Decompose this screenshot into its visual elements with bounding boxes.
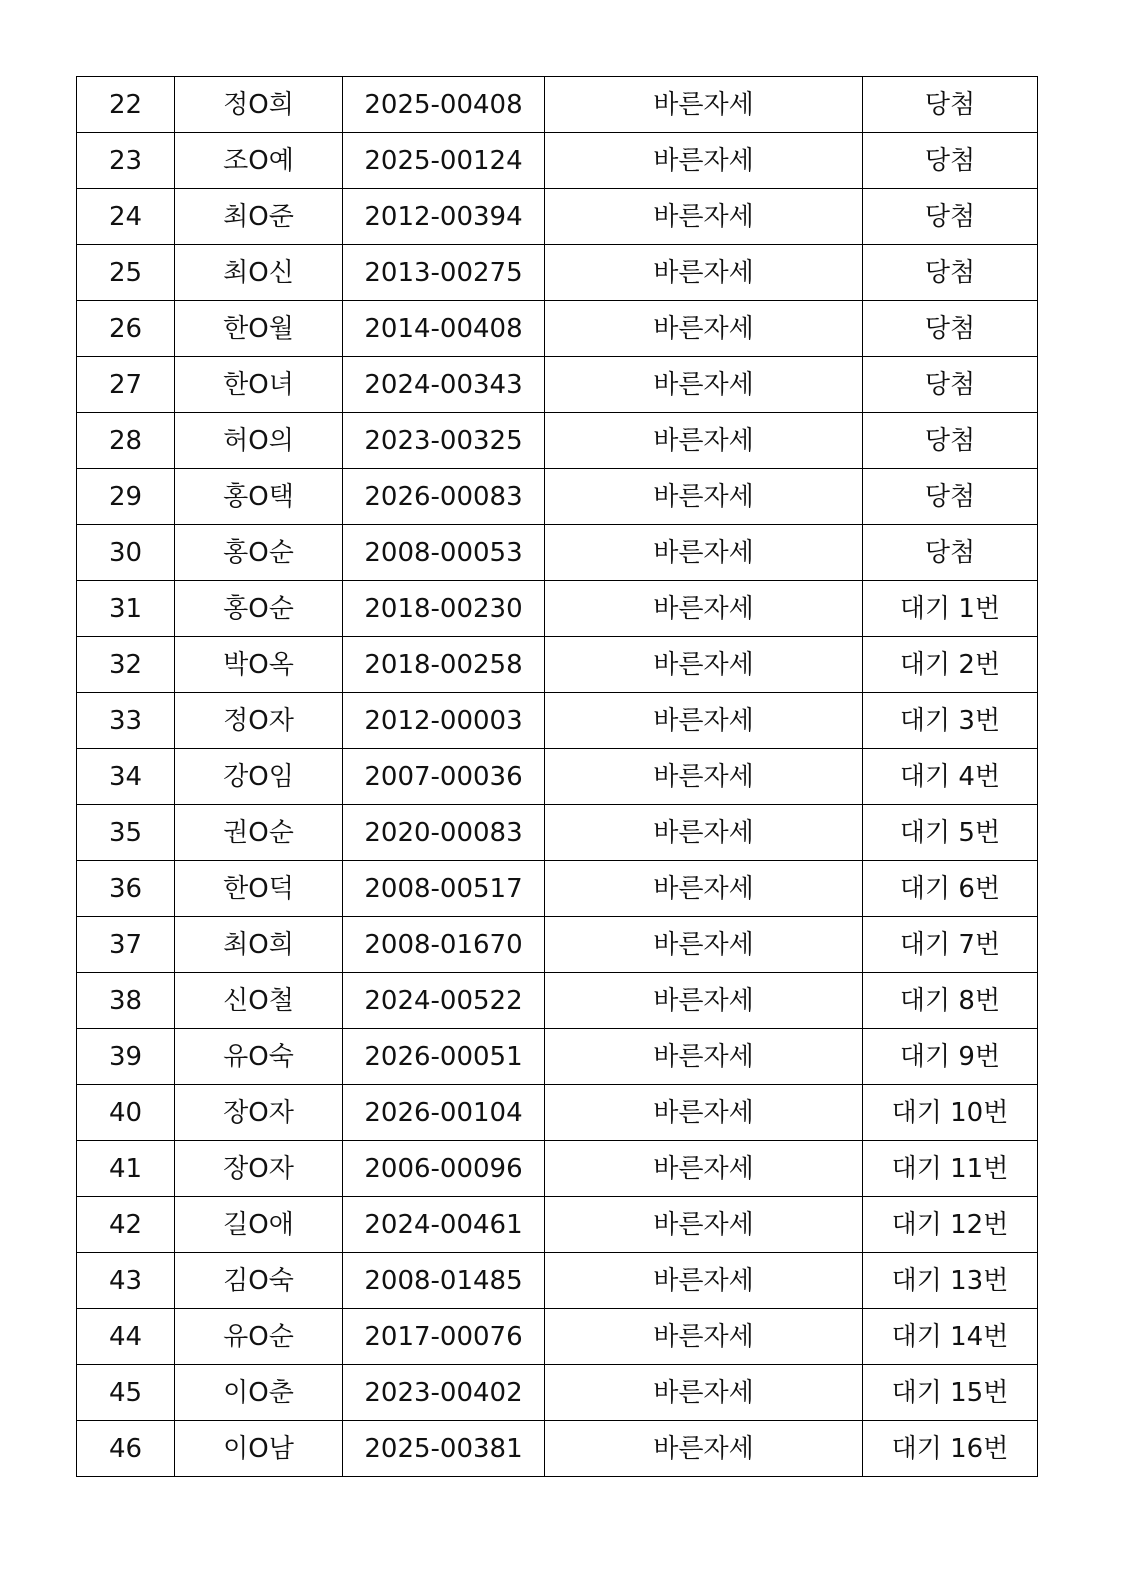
program-name-cell: 바른자세 [545, 917, 863, 973]
result-status-cell: 당첨 [863, 469, 1038, 525]
table-row [77, 1197, 1038, 1253]
row-number-cell: 35 [77, 805, 175, 861]
table-row [77, 861, 1038, 917]
member-id-cell: 2007-00036 [343, 749, 545, 805]
program-name-cell: 바른자세 [545, 469, 863, 525]
result-status-cell: 대기 9번 [863, 1029, 1038, 1085]
result-status-cell: 대기 16번 [863, 1421, 1038, 1477]
result-status-cell: 당첨 [863, 525, 1038, 581]
applicant-name-cell: 정O희 [175, 77, 343, 133]
table-row [77, 301, 1038, 357]
table-row [77, 1085, 1038, 1141]
row-number-cell: 45 [77, 1365, 175, 1421]
member-id-cell: 2017-00076 [343, 1309, 545, 1365]
table-row [77, 1253, 1038, 1309]
result-status-cell: 대기 15번 [863, 1365, 1038, 1421]
program-name-cell: 바른자세 [545, 245, 863, 301]
member-id-cell: 2024-00522 [343, 973, 545, 1029]
member-id-cell: 2025-00381 [343, 1421, 545, 1477]
table-row [77, 637, 1038, 693]
result-status-cell: 당첨 [863, 413, 1038, 469]
program-name-cell: 바른자세 [545, 133, 863, 189]
row-number-cell: 24 [77, 189, 175, 245]
applicant-name-cell: 강O임 [175, 749, 343, 805]
row-number-cell: 25 [77, 245, 175, 301]
table-row [77, 525, 1038, 581]
member-id-cell: 2023-00402 [343, 1365, 545, 1421]
program-name-cell: 바른자세 [545, 1141, 863, 1197]
applicant-name-cell: 최O희 [175, 917, 343, 973]
program-name-cell: 바른자세 [545, 189, 863, 245]
applicant-name-cell: 권O순 [175, 805, 343, 861]
row-number-cell: 41 [77, 1141, 175, 1197]
member-id-cell: 2018-00230 [343, 581, 545, 637]
table-row [77, 693, 1038, 749]
member-id-cell: 2008-00053 [343, 525, 545, 581]
row-number-cell: 33 [77, 693, 175, 749]
applicant-name-cell: 김O숙 [175, 1253, 343, 1309]
result-status-cell: 당첨 [863, 77, 1038, 133]
member-id-cell: 2026-00083 [343, 469, 545, 525]
row-number-cell: 38 [77, 973, 175, 1029]
applicant-name-cell: 장O자 [175, 1141, 343, 1197]
table-row [77, 749, 1038, 805]
result-status-cell: 대기 10번 [863, 1085, 1038, 1141]
result-status-cell: 대기 1번 [863, 581, 1038, 637]
result-status-cell: 대기 11번 [863, 1141, 1038, 1197]
program-name-cell: 바른자세 [545, 1421, 863, 1477]
applicant-name-cell: 홍O택 [175, 469, 343, 525]
applicant-name-cell: 최O신 [175, 245, 343, 301]
member-id-cell: 2012-00003 [343, 693, 545, 749]
member-id-cell: 2025-00124 [343, 133, 545, 189]
row-number-cell: 22 [77, 77, 175, 133]
member-id-cell: 2025-00408 [343, 77, 545, 133]
member-id-cell: 2013-00275 [343, 245, 545, 301]
table-row [77, 805, 1038, 861]
result-status-cell: 당첨 [863, 301, 1038, 357]
program-name-cell: 바른자세 [545, 637, 863, 693]
program-name-cell: 바른자세 [545, 693, 863, 749]
member-id-cell: 2020-00083 [343, 805, 545, 861]
member-id-cell: 2008-00517 [343, 861, 545, 917]
row-number-cell: 28 [77, 413, 175, 469]
applicant-name-cell: 한O월 [175, 301, 343, 357]
program-name-cell: 바른자세 [545, 1309, 863, 1365]
table-row [77, 77, 1038, 133]
row-number-cell: 44 [77, 1309, 175, 1365]
applicant-name-cell: 박O옥 [175, 637, 343, 693]
program-name-cell: 바른자세 [545, 1197, 863, 1253]
applicant-name-cell: 한O덕 [175, 861, 343, 917]
table-row [77, 357, 1038, 413]
applicant-name-cell: 장O자 [175, 1085, 343, 1141]
program-name-cell: 바른자세 [545, 77, 863, 133]
table-row [77, 1421, 1038, 1477]
program-name-cell: 바른자세 [545, 357, 863, 413]
program-name-cell: 바른자세 [545, 1365, 863, 1421]
table-row [77, 1309, 1038, 1365]
applicant-name-cell: 허O의 [175, 413, 343, 469]
member-id-cell: 2024-00343 [343, 357, 545, 413]
table-row [77, 469, 1038, 525]
applicant-name-cell: 최O준 [175, 189, 343, 245]
member-id-cell: 2026-00104 [343, 1085, 545, 1141]
result-status-cell: 대기 8번 [863, 973, 1038, 1029]
member-id-cell: 2018-00258 [343, 637, 545, 693]
member-id-cell: 2014-00408 [343, 301, 545, 357]
program-name-cell: 바른자세 [545, 1085, 863, 1141]
result-status-cell: 대기 3번 [863, 693, 1038, 749]
program-name-cell: 바른자세 [545, 413, 863, 469]
row-number-cell: 32 [77, 637, 175, 693]
applicant-name-cell: 홍O순 [175, 581, 343, 637]
member-id-cell: 2023-00325 [343, 413, 545, 469]
row-number-cell: 46 [77, 1421, 175, 1477]
row-number-cell: 42 [77, 1197, 175, 1253]
applicant-name-cell: 이O남 [175, 1421, 343, 1477]
program-name-cell: 바른자세 [545, 1029, 863, 1085]
table-row [77, 973, 1038, 1029]
row-number-cell: 31 [77, 581, 175, 637]
program-name-cell: 바른자세 [545, 861, 863, 917]
row-number-cell: 27 [77, 357, 175, 413]
program-name-cell: 바른자세 [545, 581, 863, 637]
result-status-cell: 대기 13번 [863, 1253, 1038, 1309]
lottery-result-table [76, 76, 1038, 1477]
applicant-name-cell: 유O순 [175, 1309, 343, 1365]
row-number-cell: 26 [77, 301, 175, 357]
row-number-cell: 23 [77, 133, 175, 189]
program-name-cell: 바른자세 [545, 301, 863, 357]
applicant-name-cell: 정O자 [175, 693, 343, 749]
row-number-cell: 37 [77, 917, 175, 973]
program-name-cell: 바른자세 [545, 749, 863, 805]
row-number-cell: 40 [77, 1085, 175, 1141]
table-body [77, 77, 1038, 1477]
row-number-cell: 30 [77, 525, 175, 581]
table-row [77, 189, 1038, 245]
table-row [77, 245, 1038, 301]
table-row [77, 917, 1038, 973]
member-id-cell: 2012-00394 [343, 189, 545, 245]
row-number-cell: 36 [77, 861, 175, 917]
row-number-cell: 34 [77, 749, 175, 805]
applicant-name-cell: 길O애 [175, 1197, 343, 1253]
applicant-name-cell: 한O녀 [175, 357, 343, 413]
result-status-cell: 당첨 [863, 357, 1038, 413]
result-status-cell: 당첨 [863, 133, 1038, 189]
result-status-cell: 당첨 [863, 189, 1038, 245]
applicant-name-cell: 이O춘 [175, 1365, 343, 1421]
applicant-name-cell: 홍O순 [175, 525, 343, 581]
row-number-cell: 39 [77, 1029, 175, 1085]
result-status-cell: 대기 5번 [863, 805, 1038, 861]
member-id-cell: 2024-00461 [343, 1197, 545, 1253]
row-number-cell: 43 [77, 1253, 175, 1309]
member-id-cell: 2008-01485 [343, 1253, 545, 1309]
result-status-cell: 대기 4번 [863, 749, 1038, 805]
result-status-cell: 대기 6번 [863, 861, 1038, 917]
row-number-cell: 29 [77, 469, 175, 525]
applicant-name-cell: 유O숙 [175, 1029, 343, 1085]
program-name-cell: 바른자세 [545, 525, 863, 581]
member-id-cell: 2026-00051 [343, 1029, 545, 1085]
result-status-cell: 대기 12번 [863, 1197, 1038, 1253]
table-row [77, 581, 1038, 637]
result-status-cell: 당첨 [863, 245, 1038, 301]
table-row [77, 1029, 1038, 1085]
program-name-cell: 바른자세 [545, 973, 863, 1029]
result-status-cell: 대기 7번 [863, 917, 1038, 973]
table-row [77, 1365, 1038, 1421]
result-status-cell: 대기 14번 [863, 1309, 1038, 1365]
result-status-cell: 대기 2번 [863, 637, 1038, 693]
table-row [77, 1141, 1038, 1197]
table-row [77, 413, 1038, 469]
member-id-cell: 2006-00096 [343, 1141, 545, 1197]
applicant-name-cell: 조O예 [175, 133, 343, 189]
program-name-cell: 바른자세 [545, 805, 863, 861]
table-row [77, 133, 1038, 189]
applicant-name-cell: 신O철 [175, 973, 343, 1029]
member-id-cell: 2008-01670 [343, 917, 545, 973]
program-name-cell: 바른자세 [545, 1253, 863, 1309]
